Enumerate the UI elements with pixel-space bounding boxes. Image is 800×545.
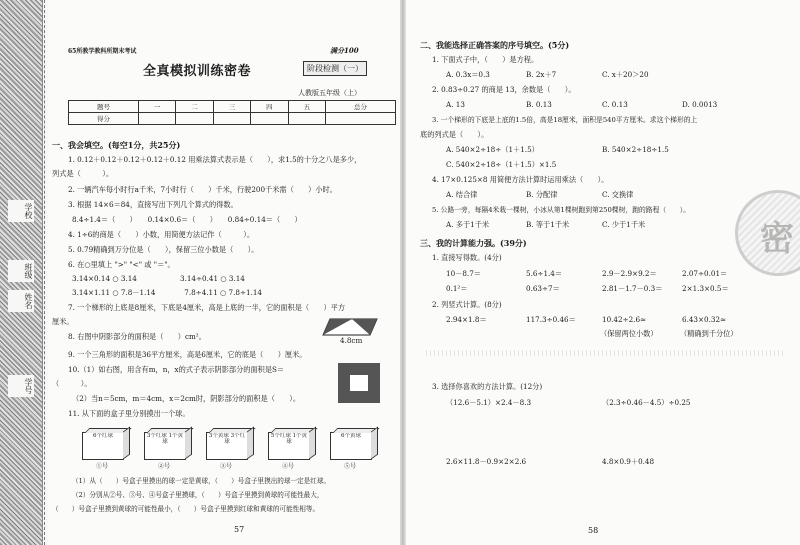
- stamp-character: 密: [760, 219, 794, 259]
- parallelogram-figure: [322, 318, 378, 336]
- question-11-part-3: （ ）号盒子里摸到黄球的可能性最小，（ ）号盒子里摸到红球和黄球的可能性相等。: [52, 505, 320, 513]
- question-9: 9. 一个三角形的面积是36平方厘米，高是6厘米，它的底是（ ）厘米。: [68, 350, 307, 359]
- score-cell[interactable]: [176, 113, 213, 125]
- calc-3-item: 4.8×0.9＋0.48: [602, 457, 655, 466]
- left-page: [48, 0, 400, 545]
- calc-1-item: 10－8.7＝: [446, 269, 481, 278]
- choice-2-option-a: A. 13: [446, 100, 465, 109]
- calc-1-item: 2.81－1.7－0.3＝: [602, 284, 663, 293]
- question-7-cont: 厘米。: [52, 317, 74, 326]
- calc-1-item: 2.9－2.9×9.2＝: [602, 269, 657, 278]
- series-line: 65所教学教科所期末考试: [68, 48, 137, 55]
- choice-5-option-b: B. 等于1千米: [526, 220, 570, 229]
- question-10-part-2: （2）当n＝5cm，m＝4cm，x＝2cm时，阴影部分的面积是（ ）。: [72, 394, 301, 403]
- calc-1-item: 2.07÷0.01＝: [682, 269, 728, 278]
- question-11-part-2: （2）分别从②号、③号、④号盒子里摸球，（ ）号盒子里摸到黄球的可能性最大，: [72, 491, 324, 499]
- choice-5: 5. 公路一旁，每隔4米栽一棵树，小冰从第1棵树跑到第250棵树，跑的路程（ ）。: [432, 206, 690, 214]
- question-6-row-2: 3.14×1.11 ○ 7.8－1.14 7.8÷4.11 ○ 7.8÷1.14: [72, 288, 262, 297]
- choice-4-option-c: C. 交换律: [602, 190, 634, 199]
- binding-school-label: 学校: [8, 200, 34, 222]
- section-1-heading: 一、我会填空。(每空1分，共25分): [52, 140, 181, 150]
- question-11: 11. 从下面的盒子里分别摸出一个球。: [68, 409, 190, 418]
- score-header-cell: 二: [176, 101, 213, 113]
- question-1: 1. 0.12＋0.12＋0.12＋0.12＋0.12 用乘法算式表示是（ ），求1.5的十分之八是多少，: [68, 155, 362, 164]
- calc-2-item: 117.3÷0.46＝: [526, 315, 576, 324]
- choice-1-option-c: C. x＋20＞20: [602, 70, 649, 79]
- calc-1-item: 0.1²＝: [446, 284, 468, 293]
- choice-2-option-d: D. 0.0013: [682, 100, 718, 109]
- choice-2-option-c: C. 0.13: [602, 100, 628, 109]
- choice-2: 2. 0.83÷0.27 的商是 13，余数是（ ）。: [432, 85, 576, 94]
- binding-class-label: 班级: [8, 260, 34, 282]
- choice-3-option-c: C. 540×2÷18÷（1＋1.5）×1.5: [446, 160, 557, 169]
- score-cell[interactable]: [251, 113, 288, 125]
- box-4-label: ④号: [282, 463, 295, 470]
- score-header-cell: 总分: [326, 101, 396, 113]
- question-11-part-1: （1）从（ ）号盒子里摸出的球一定是黄球，（ ）号盒子里摸出的球一定是红球。: [72, 477, 331, 485]
- box-4: 5个红球 1个黄球: [268, 432, 310, 460]
- score-table: [68, 100, 396, 125]
- calc-2-heading: 2. 列竖式计算。(8分): [432, 300, 502, 309]
- calc-2-item: 2.94×1.8＝: [446, 315, 487, 324]
- calc-3-heading: 3. 选择你喜欢的方法计算。(12分): [432, 382, 543, 391]
- calc-2-item: 6.43×0.32≈: [682, 315, 727, 324]
- score-table-row: [69, 113, 396, 125]
- binding-strip: [0, 0, 43, 545]
- right-page: [406, 0, 800, 545]
- full-score: 满分100: [330, 46, 359, 55]
- box-1-label: ①号: [96, 463, 109, 470]
- score-row-label: 得分: [69, 113, 139, 125]
- scan-noise: [426, 350, 786, 356]
- box-2: 3个红球 1个黄球: [144, 432, 186, 460]
- choice-2-option-b: B. 0.13: [526, 100, 552, 109]
- question-5: 5. 0.79精确到万分位是（ ），保留三位小数是（ ）。: [68, 245, 259, 254]
- question-6-row-1: 3.14×0.14 ○ 3.14 3.14÷0.41 ○ 3.14: [72, 274, 245, 283]
- binding-name-label: 姓名: [8, 290, 34, 312]
- score-cell[interactable]: [288, 113, 325, 125]
- question-2: 2. 一辆汽车每小时行a千米，7小时行（ ）千米，行驶200千米需（ ）小时。: [68, 185, 337, 194]
- score-header-cell: 五: [288, 101, 325, 113]
- question-3: 3. 根据 14×6＝84，直接写出下列几个算式的得数。: [68, 200, 238, 209]
- edition-label: 人教版五年级（上）: [298, 89, 361, 97]
- question-10: 10.（1）如右图，用含有m，n，x的式子表示阴影部分的面积是S＝: [68, 365, 285, 374]
- choice-3-option-a: A. 540×2÷18÷（1＋1.5）: [446, 145, 539, 154]
- score-header-cell: 三: [213, 101, 250, 113]
- choice-5-option-a: A. 多于1千米: [446, 220, 490, 229]
- calc-1-heading: 1. 直接写得数。(4分): [432, 253, 502, 262]
- calc-2-note: （保留两位小数）: [600, 329, 658, 338]
- calc-3-item: （12.6－5.1）×2.4－8.3: [446, 398, 532, 407]
- binding-id-label: 学号: [8, 375, 34, 397]
- calc-3-item: （2.3÷0.46－4.5）÷0.25: [602, 398, 691, 407]
- calc-1-item: 2×1.3×0.5＝: [682, 284, 729, 293]
- box-5-label: ⑤号: [344, 463, 357, 470]
- box-3-label: ③号: [220, 463, 233, 470]
- calc-2-item: 10.42÷2.6≈: [602, 315, 647, 324]
- box-2-label: ②号: [158, 463, 171, 470]
- choice-3-option-b: B. 540×2÷18÷1.5: [602, 145, 669, 154]
- score-cell[interactable]: [138, 113, 175, 125]
- calc-1-item: 5.6÷1.4＝: [526, 269, 563, 278]
- choice-3-cont: 底的列式是（ ）。: [420, 130, 489, 139]
- calc-2-note: （精确到千分位）: [680, 329, 738, 338]
- score-cell[interactable]: [213, 113, 250, 125]
- title-badge: 阶段检测（一）: [303, 61, 367, 76]
- box-3: 3个黄球 3个红球: [206, 432, 248, 460]
- score-cell[interactable]: [326, 113, 396, 125]
- choice-1-option-b: B. 2x＋7: [526, 70, 557, 79]
- calc-1-item: 0.63÷7＝: [526, 284, 560, 293]
- question-10-cont: （ ）。: [52, 379, 92, 388]
- score-table-header: [69, 101, 396, 113]
- score-header-cell: 题号: [69, 101, 139, 113]
- choice-4-option-b: B. 分配律: [526, 190, 558, 199]
- choice-5-option-c: C. 少于1千米: [602, 220, 646, 229]
- figure-dimension: 4.8cm: [340, 336, 363, 345]
- box-5: 6个黄球: [330, 432, 372, 460]
- page-number-left: 57: [234, 525, 245, 534]
- ball-boxes: [72, 430, 392, 470]
- page-number-right: 58: [588, 526, 599, 535]
- score-header-cell: 一: [138, 101, 175, 113]
- exam-title: 全真模拟训练密卷: [143, 64, 252, 79]
- question-4: 4. 1÷6的商是（ ）小数，用简便方法记作（ ）。: [68, 230, 255, 239]
- question-8: 8. 右图中阴影部分的面积是（ ）cm²。: [68, 332, 206, 341]
- cut-line: [44, 0, 45, 545]
- square-frame-figure: [338, 363, 380, 403]
- choice-1-option-a: A. 0.3x＝0.3: [446, 70, 490, 79]
- choice-4-option-a: A. 结合律: [446, 190, 478, 199]
- calc-3-item: 2.6×11.8－0.9×2×2.6: [446, 457, 527, 466]
- section-2-heading: 二、我能选择正确答案的序号填空。(5分): [420, 40, 570, 50]
- choice-3: 3. 一个梯形的下底是上底的1.5倍，高是18厘米，面积是540平方厘米。求这个梯形的上: [432, 116, 698, 124]
- question-7: 7. 一个梯形的上底是8厘米，下底是4厘米，高是上底的一半，它的面积是（ ）平方: [68, 303, 346, 312]
- score-header-cell: 四: [251, 101, 288, 113]
- choice-1: 1. 下面式子中，（ ）是方程。: [432, 55, 539, 64]
- question-1-cont: 列式是（ ）。: [52, 169, 114, 178]
- question-3-row: 8.4÷1.4＝（ ） 0.14×0.6＝（ ） 0.84÷0.14＝（ ）: [72, 215, 302, 224]
- box-1: 6个红球: [82, 432, 124, 460]
- section-3-heading: 三、我的计算能力强。(39分): [420, 238, 527, 248]
- choice-4: 4. 17×0.125×8 用简便方法计算时运用乘法（ ）。: [432, 175, 609, 184]
- square-hole: [350, 375, 368, 391]
- question-6: 6. 在○里填上 ">" "<" 或 "＝"。: [68, 260, 175, 269]
